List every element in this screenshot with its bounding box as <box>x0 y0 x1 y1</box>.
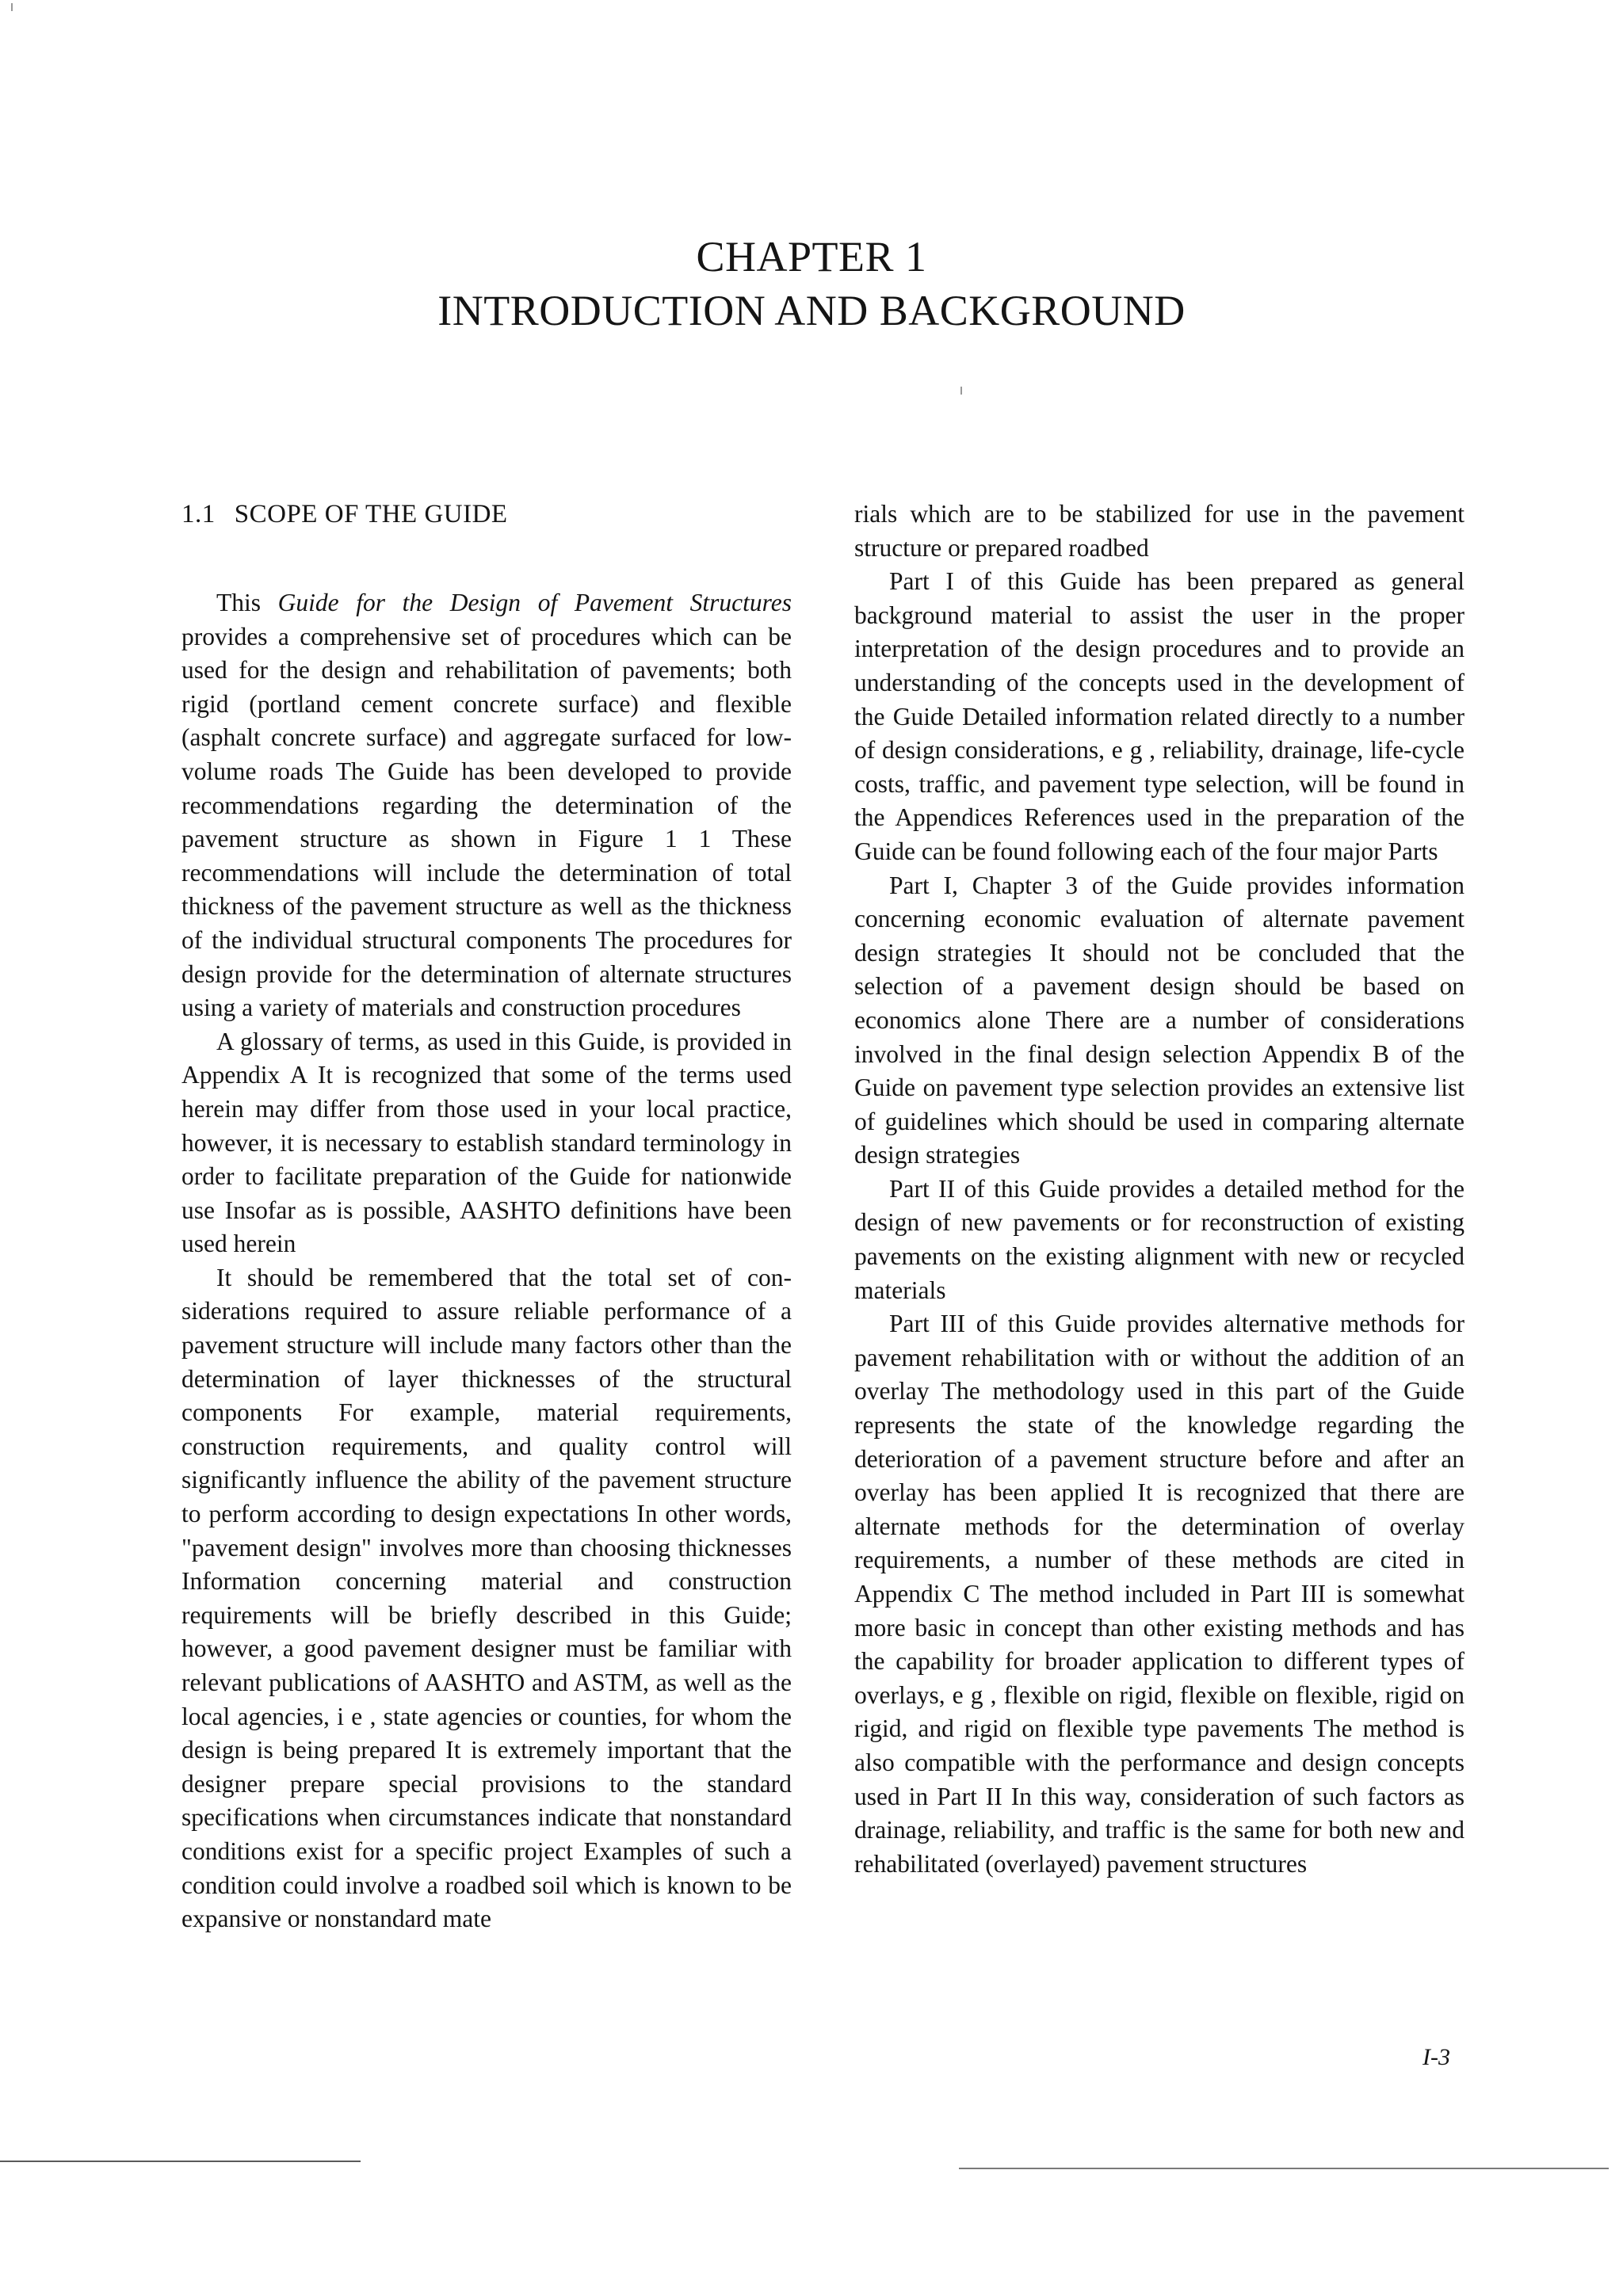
paragraph-scope <box>181 586 792 1025</box>
paragraph-part-three: Part III of this Guide provides alternative methods for pavement rehabilitation with or without the addition of an overlay The methodology used in this part of the Guide represents the state of the knowledge regarding the deterioration of a pavement structure before and after an overlay has been applied It is recognized that there are alternate methods for the determination of overlay requirements, a number of these methods are cited in Appendix C The method included in Part III is somewhat more basic in concept than other existing methods and has the capability for broader application to different types of overlays, e g , flexible on rigid, flexible on flexible, rigid on rigid, and rigid on flexible type pavements The method is also compatible with the performance and design concepts used in Part II In this way, consideration of such factors as drainage, reliability, and traffic is the same for both new and rehabilitated (overlayed) pavement structures <box>854 1310 1465 1878</box>
paragraph-scope-body: provides a comprehensive set of procedures which can be used for the design and rehabilitation of pavements; both rigid (portland cement concrete surface) and flexible (asphalt concrete surface) and aggregate surfaced for low-volume roads The Guide has been developed to provide recommendations regarding the determination of the pavement structure as shown in Figure 1 1 These recommendations will include the determination of total thickness of the pavement structure as well as the thickness of the individual structural components The procedures for design provide for the determination of alternate structures using a variety of materials and construction procedures <box>181 622 792 1022</box>
paragraph-part-two: Part II of this Guide provides a detailed method for the design of new pavements or for reconstruction of existing pavements on the existing alignment with new or recycled materials <box>854 1174 1465 1304</box>
page-number: I-3 <box>1423 2044 1450 2070</box>
paragraph-part-one-chapter-three: Part I, Chapter 3 of the Guide provides information concerning economic evaluation of alternate pavement design strategies It should not be concluded that the selection of a pavement design should be based on economics alone There are a number of considerations involved in the final design selection Appendix B of the Guide on pavement type selection provides an extensive list of guidelines which should be used in comparing alternate design strategies <box>854 871 1465 1169</box>
right-column <box>854 498 1465 1881</box>
chapter-heading <box>0 230 1623 338</box>
section-title: SCOPE OF THE GUIDE <box>234 500 508 528</box>
paragraph-glossary: A glossary of terms, as used in this Guide, is provided in Appendix A It is recognized that some of the terms used herein may differ from those used in your local practice, however, it is necessary to establish standard terminology in order to facilitate preparation of the Guide for nationwide use Insofar as is possible, AASHTO definitions have been used herein <box>181 1027 792 1258</box>
section-number: 1.1 <box>181 500 216 528</box>
section-heading <box>181 498 792 531</box>
scan-rule-left <box>0 2161 361 2162</box>
scan-rule-right <box>959 2168 1609 2169</box>
scan-speck <box>960 387 962 395</box>
guide-title-italic: Guide for the Design of Pavement Structures <box>277 589 792 616</box>
paragraph-considerations: It should be remembered that the total set of considerations required to assure reliable performance of a pavement structure will include many factors other than the determination of layer thicknesses of the structural components For example, material requirements, construction requirements, and quality control will significantly influence the ability of the pavement structure to perform according to design expectations In other words, "pavement design" involves more than choosing thicknesses Information concerning material and construction requirements will be briefly described in this Guide; however, a good pavement designer must be familiar with relevant publications of AASHTO and ASTM, as well as the local agencies, i e , state agencies or counties, for whom the design is being prepared It is extremely important that the designer prepare special provisions to the standard specifications when circumstances indicate that nonstandard conditions exist for a specific project Examples of such a condition could involve a roadbed soil which is known to be expansive or nonstandard mate <box>181 1263 792 1933</box>
left-column <box>181 498 792 1936</box>
chapter-number: CHAPTER 1 <box>696 233 927 280</box>
paragraph-scope-intro: This <box>216 589 278 616</box>
chapter-title: INTRODUCTION AND BACKGROUND <box>437 287 1186 334</box>
paragraph-part-one: Part I of this Guide has been prepared as general background material to assist the user in the proper interpretation of the design procedures and to provide an understanding of the concepts used in the development of the Guide Detailed information related directly to a number of design considerations, e g , reliability, drainage, life-cycle costs, traffic, and pavement type selection, will be found in the Appendices References used in the preparation of the Guide can be found following each of the four major Parts <box>854 567 1465 865</box>
scan-speck <box>11 3 13 11</box>
paragraph-continued: rials which are to be stabilized for use in the pavement structure or prepared roadbed <box>854 500 1465 562</box>
